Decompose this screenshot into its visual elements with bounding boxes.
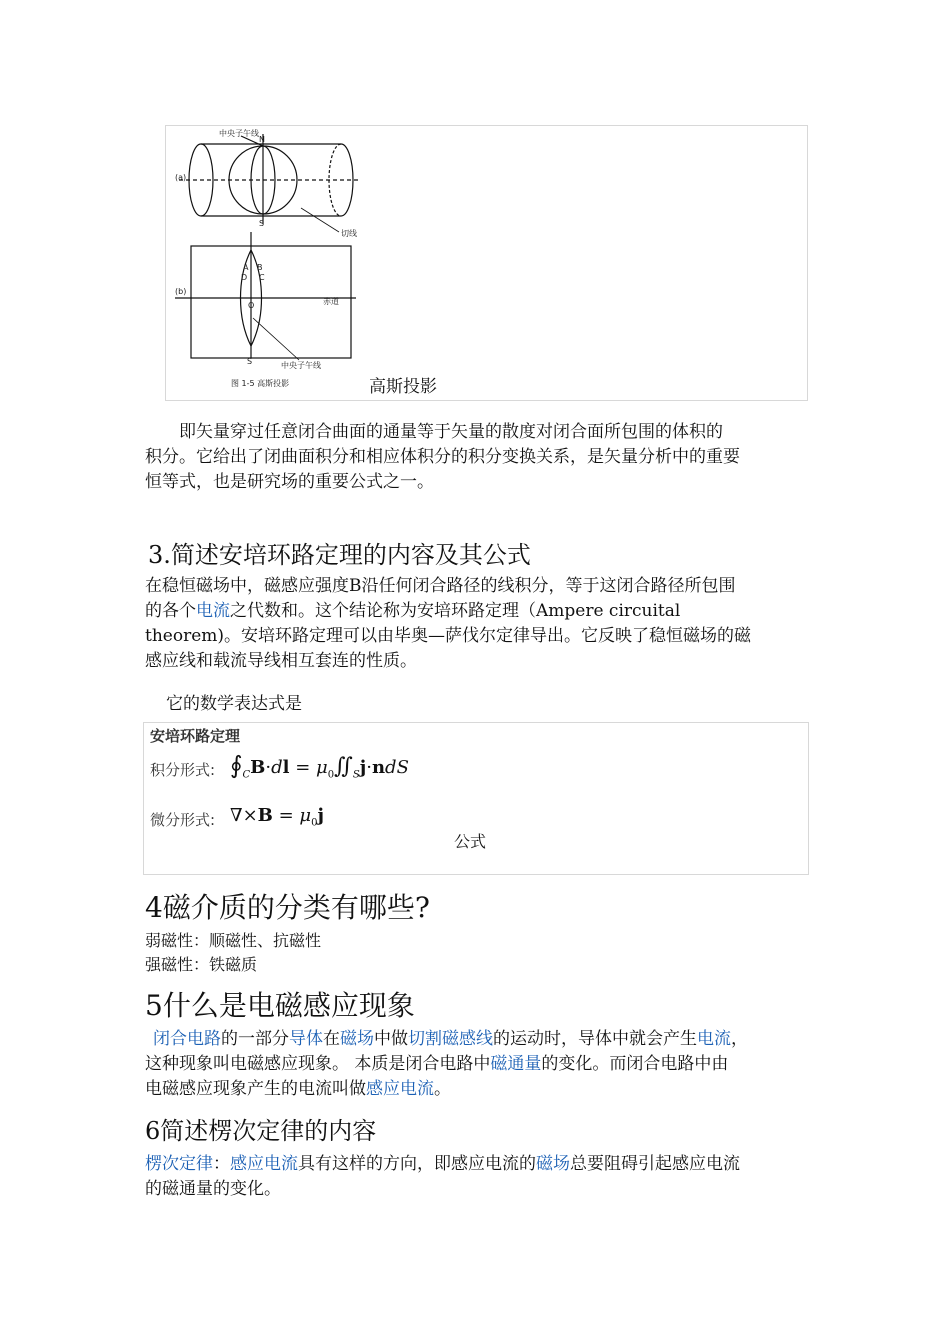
- formula-box: [143, 722, 809, 875]
- section5-heading: 5什么是电磁感应现象: [145, 989, 415, 1022]
- section4-list: [145, 929, 321, 977]
- section6-heading: 6简述楞次定律的内容: [145, 1117, 377, 1145]
- link-lenz-law[interactable]: 楞次定律: [145, 1154, 213, 1174]
- fig-label-equator: 赤道: [323, 297, 339, 306]
- link-conductor[interactable]: 导体: [289, 1029, 323, 1049]
- fig-label-tangent: 切线: [341, 229, 357, 238]
- figure-gauss-projection: [165, 125, 808, 401]
- section5-text: 这种现象叫电磁感应现象。 本质是闭合电路中: [145, 1054, 491, 1074]
- differential-label: 微分形式:: [150, 811, 216, 829]
- fig-label-O: O: [248, 301, 255, 310]
- section5-text: 。: [434, 1079, 451, 1099]
- section5-text: 电磁感应现象产生的电流叫做: [145, 1079, 366, 1099]
- section5-text: ，: [731, 1029, 748, 1049]
- section6-paragraph: [145, 1152, 825, 1202]
- link-current[interactable]: 电流: [196, 601, 230, 621]
- section3-p1-line2: [145, 599, 815, 624]
- section6-text: 具有这样的方向，即感应电流的: [298, 1154, 536, 1174]
- fig-label-a: (a): [175, 173, 187, 182]
- section5-line3: [145, 1077, 825, 1102]
- integral-formula: $∮_CB\cdot dl$ = $\mu_0∬_Sj\cdot ndS$: [230, 751, 409, 781]
- link-induced-current[interactable]: 感应电流: [366, 1079, 434, 1099]
- section5-paragraph: [145, 1027, 825, 1102]
- section6-line1: [145, 1152, 825, 1177]
- fig-label-D: D: [241, 273, 248, 282]
- section3-text: 的各个: [145, 601, 196, 621]
- fig-label-s1: S: [259, 219, 265, 228]
- section6-line2: 的磁通量的变化。: [145, 1179, 281, 1199]
- section3-heading: 3.简述安培环路定理的内容及其公式: [148, 541, 531, 569]
- section3-p1-line4: 感应线和载流导线相互套连的性质。: [145, 651, 417, 671]
- section6-text: ：: [213, 1154, 230, 1174]
- link-cutting-lines[interactable]: 切割磁感线: [408, 1029, 493, 1049]
- section3-paragraph: [145, 574, 815, 674]
- fig-label-C: C: [259, 273, 265, 282]
- para-divergence-line1: 即矢量穿过任意闭合曲面的通量等于矢量的散度对闭合面所包围的体积的: [179, 422, 723, 442]
- integral-label: 积分形式:: [150, 761, 216, 779]
- section5-text: 在: [323, 1029, 340, 1049]
- para-divergence: [145, 420, 815, 495]
- fig-label-A: A: [243, 263, 249, 272]
- link-closed-circuit[interactable]: 闭合电路: [153, 1029, 221, 1049]
- section5-line1: [145, 1027, 825, 1052]
- formula-caption: 公式: [454, 832, 487, 851]
- section5-text: 的变化。而闭合电路中由: [541, 1054, 729, 1074]
- para-divergence-line2: 积分。它给出了闭曲面积分和相应体积分的积分变换关系，是矢量分析中的重要: [145, 447, 740, 467]
- section4-line1: 弱磁性：顺磁性、抗磁性: [145, 931, 322, 950]
- differential-formula: $\nabla\times B = \mu_0j$: [230, 805, 324, 829]
- section5-text: 的一部分: [221, 1029, 289, 1049]
- math-intro: 它的数学表达式是: [166, 694, 302, 714]
- figure-caption: 高斯投影: [369, 377, 437, 397]
- fig-label-top: 中央子午线: [219, 129, 259, 138]
- section3-p1-line3: theorem)。安培环路定理可以由毕奥—萨伐尔定律导出。它反映了稳恒磁场的磁: [145, 626, 752, 646]
- section5-line2: [145, 1052, 825, 1077]
- fig-label-b: (b): [175, 287, 187, 296]
- gauss-projection-diagram: [171, 128, 371, 398]
- section5-text: 的运动时，导体中就会产生: [493, 1029, 697, 1049]
- link-induced-current-2[interactable]: 感应电流: [230, 1154, 298, 1174]
- fig-label-central: 中央子午线: [281, 361, 321, 370]
- fig-label-B: B: [257, 263, 263, 272]
- link-magnetic-field[interactable]: 磁场: [340, 1029, 374, 1049]
- link-magnetic-flux[interactable]: 磁通量: [490, 1054, 542, 1074]
- para-divergence-line3: 恒等式，也是研究场的重要公式之一。: [145, 472, 434, 492]
- link-current-2[interactable]: 电流: [697, 1029, 731, 1049]
- section3-text: 之代数和。这个结论称为安培环路定理（Ampere circuital: [230, 601, 681, 621]
- fig-label-n1: N: [259, 135, 265, 144]
- section4-heading: 4磁介质的分类有哪些?: [145, 891, 430, 924]
- section6-text: 总要阻碍引起感应电流: [570, 1154, 740, 1174]
- formula-title: 安培环路定理: [150, 727, 241, 745]
- fig-label-s2: S: [247, 357, 253, 366]
- section5-text: 中做: [374, 1029, 408, 1049]
- section3-p1-line1: 在稳恒磁场中，磁感应强度B沿任何闭合路径的线积分，等于这闭合路径所包围: [145, 576, 736, 596]
- fig-inner-caption: 图 1-5 高斯投影: [231, 379, 290, 388]
- section4-line2: 强磁性：铁磁质: [145, 955, 258, 974]
- link-magnetic-field-2[interactable]: 磁场: [536, 1154, 570, 1174]
